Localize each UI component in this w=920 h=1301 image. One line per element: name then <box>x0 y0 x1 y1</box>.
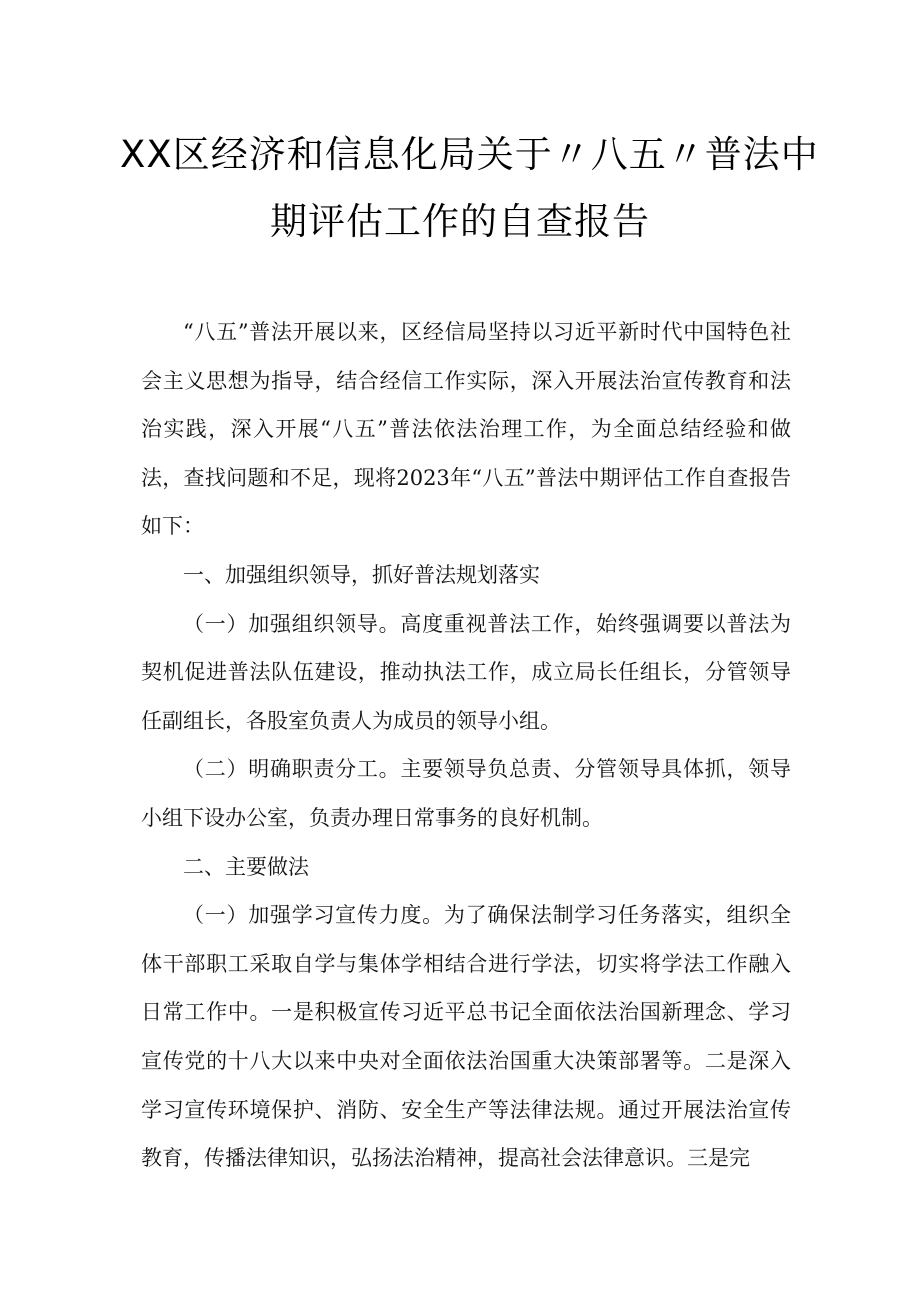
document-body <box>141 308 791 1183</box>
paragraph-1-2: （二）明确职责分工。主要领导负总责、分管领导具体抓，领导小组下设办公室，负责办理日常事务的良好机制。 <box>141 757 791 830</box>
paragraph-2-1: （一）加强学习宣传力度。为了确保法制学习任务落实，组织全体干部职工采取自学与集体学相结合进行学法，切实将学法工作融入日常工作中。一是积极宣传习近平总书记全面依法治国新理念、学习宣传党的十八大以来中央对全面依法治国重大决策部署等。二是深入学习宣传环境保护、消防、安全生产等法律法规。通过开展法治宣传教育，传播法律知识，弘扬法治精神，提高社会法律意识。三是完 <box>141 903 791 1171</box>
paragraph-intro: “八五”普法开展以来，区经信局坚持以习近平新时代中国特色社会主义思想为指导，结合经信工作实际，深入开展法治宣传教育和法治实践，深入开展“八五”普法依法治理工作，为全面总结经验和做法，查找问题和不足，现将2023年“八五”普法中期评估工作自查报告如下： <box>141 320 791 539</box>
document-title-line-1: XX区经济和信息化局关于〃八五〃普法中 <box>120 133 819 176</box>
section-heading-1: 一、加强组织领导，抓好普法规划落实 <box>183 562 540 587</box>
section-heading-2: 二、主要做法 <box>183 854 309 879</box>
paragraph-1-1: （一）加强组织领导。高度重视普法工作，始终强调要以普法为契机促进普法队伍建设，推动执法工作，成立局长任组长，分管领导任副组长，各股室负责人为成员的领导小组。 <box>141 611 791 733</box>
document-title-line-2: 期评估工作的自查报告 <box>270 200 650 243</box>
